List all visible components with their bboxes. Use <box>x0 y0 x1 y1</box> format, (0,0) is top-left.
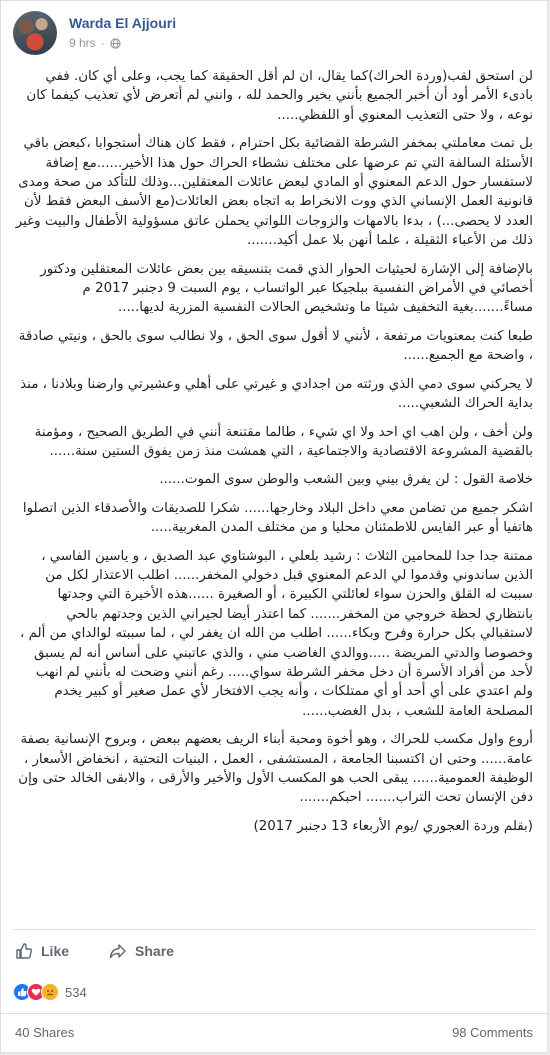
post-paragraph: طبعا كنت بمعنويات مرتفعة ، لأنني لا أقول سوى الحق ، ولا نطالب سوى بالحق ، ونيتي صادقة ، واضحة مع الجميع...... <box>18 328 533 364</box>
post-paragraph: بل تمت معاملتي بمخفر الشرطة القضائية بكل احترام ، فقط كان هناك أستجوابا ،كبعض باقي الأسئلة السالفة التي تم عرضها على مختلف نشطاء الحراك حول هذا الأخير......مع إضافة لاستفسار حول الدعم المعنوي أو المادي لبعض عائلات المعتقلين...وذلك للتأكد من صحة ومدى قانونية العمل الإنساني الذي ووت الانخراط به اتجاه بعض العائلات(مع الأسف البعض فقط لأن العدد لا يحصى...) ، بدءا بالامهات والزوجات اللواتي يحملن عاتق مسؤولية الأطفال والبيت وغير ذلك من الأعباء الثقيلة ، علما أنهن بلا عمل أكيد....... <box>15 136 533 249</box>
shares-count[interactable]: 40 Shares <box>15 1025 75 1040</box>
post-header <box>13 11 535 55</box>
post-signature: (بقلم وردة العجوري /يوم الأربعاء 13 دجنبر 2017) <box>253 818 533 834</box>
thumbs-up-icon <box>15 942 33 960</box>
divider <box>1 1013 547 1014</box>
reactions-summary[interactable] <box>13 983 87 1001</box>
post-paragraph: بالإضافة إلى الإشارة لحيثيات الحوار الذي قمت بتنسيقه بين بعض عائلات المعتقلين ودكتور أخصائي في الأمراض النفسية ببلجيكا عبر الواتساب ، يوم السبت 9 دجنبر 2017 م مساءً.......بغية التخفيف شيئا ما وتشخيص الحالات النفسية المزرية لديها..... <box>40 261 533 316</box>
post-paragraph: اشكر جميع من تضامن معي داخل البلاد وخارجها...... شكرا للصديقات والأصدقاء الذين اتصلوا هاتفيا أو عبر الفايس للاطمئنان محليا و من مختلف المدن المغربية..... <box>22 500 533 536</box>
action-bar <box>15 937 174 965</box>
author-name[interactable]: Warda El Ajjouri <box>69 15 177 31</box>
share-label: Share <box>135 943 174 959</box>
author-avatar[interactable] <box>13 11 57 55</box>
reactions-count[interactable]: 534 <box>65 984 87 1000</box>
sad-reaction-icon <box>41 983 59 1001</box>
like-button[interactable] <box>15 937 69 965</box>
comments-count[interactable]: 98 Comments <box>452 1025 533 1040</box>
divider <box>13 929 535 930</box>
post-paragraph: خلاصة القول : لن يفرق بيني وبين الشعب والوطن سوى الموت...... <box>159 472 533 488</box>
post-paragraph: لن استحق لقب(وردة الحراك)كما يقال، ان لم أقل الحقيقة كما يجب، وعلى أي كان. ففي بادىء الأمر أود أن أخبر الجميع بأنني بخير والحمد لله ، وانني لم أتعرض لأي تعذيب كيفما كان نوعه ، ولا حتى التعذيب المعنوي أو اللفظي..... <box>26 69 533 123</box>
like-label: Like <box>41 943 70 959</box>
post-meta: 9 hrs · <box>69 36 121 50</box>
post-paragraph: ممتنة جدا جدا للمحامين الثلاث : رشيد بلعلي ، البوشتاوي عبد الصديق ، و ياسين الفاسي ، الذين ساندوني وقدموا لي الدعم المعنوي قبل دخولي المخفر...... اطلب الاعتذار لكل من سببت له القلق والحزن سواء لعائلتي الكبيرة ، أو الصغيرة ......هذه الأخيرة التي وجدتها بانتظاري لحظة خروجي من المخفر....... كما اعتذر أيضا لجيراني الذين وجدتهم بالحي لاستقبالي بكل حرارة وفرح وبكاء...... اطلب من الله ان يغفر لي ، لما سببته لوالداي من ألم ، وخصوصا والدتي المريضة .....ووالدي الغاضب مني ، والذي عاتبني على أساس أنه لم يسبق لأحد من أفراد الأسرة أن دخل مخفر الشرطة سواي..... رغم أنني وضحت له بأنني لم انهب ولم اعتدي على أي أحد أو أي ممتلكات ، وأنه يجب الافتخار لأي عمل صغير أو كبير يخدم المصلحة العامة للشعب ، بدل الغضب...... <box>20 548 533 719</box>
post-time[interactable]: 9 hrs <box>69 36 96 50</box>
post-paragraph: أروع واول مكسب للحراك ، وهو أخوة ومحبة أبناء الريف بعضهم ببعض ، وبروح الإنسانية بصفة عامة...... وحتى ان اكتسبنا الجامعة ، المستشفى ، العمل ، البنيات التحتية ، انخفاض الأسعار ، الوظيفة العمومية...... يبقى الحب هو المكسب الأول والأخير والأرقى ، والابقى الخالد حتى وإن دفن الإنسان تحت التراب....... احبكم....... <box>18 732 533 806</box>
globe-icon[interactable] <box>110 38 121 49</box>
post-paragraph: ولن أخف ، ولن اهب اي احد ولا اي شيء ، طالما مقتنعة أنني في الطريق الصحيح ، ومؤمنة بالقضية المشروعة الاقتصادية والاجتماعية ، التي همشت منذ زمن يفوق الستين سنة...... <box>34 424 533 459</box>
share-arrow-icon <box>109 942 127 960</box>
share-button[interactable] <box>109 937 174 965</box>
post-paragraph: لا يحركني سوى دمي الذي ورثته من اجدادي و غيرتي على أهلي وعشيرتي وارضنا وبلادنا ، منذ بداية الحراك الشعبي..... <box>20 376 533 412</box>
post-text <box>15 67 533 845</box>
